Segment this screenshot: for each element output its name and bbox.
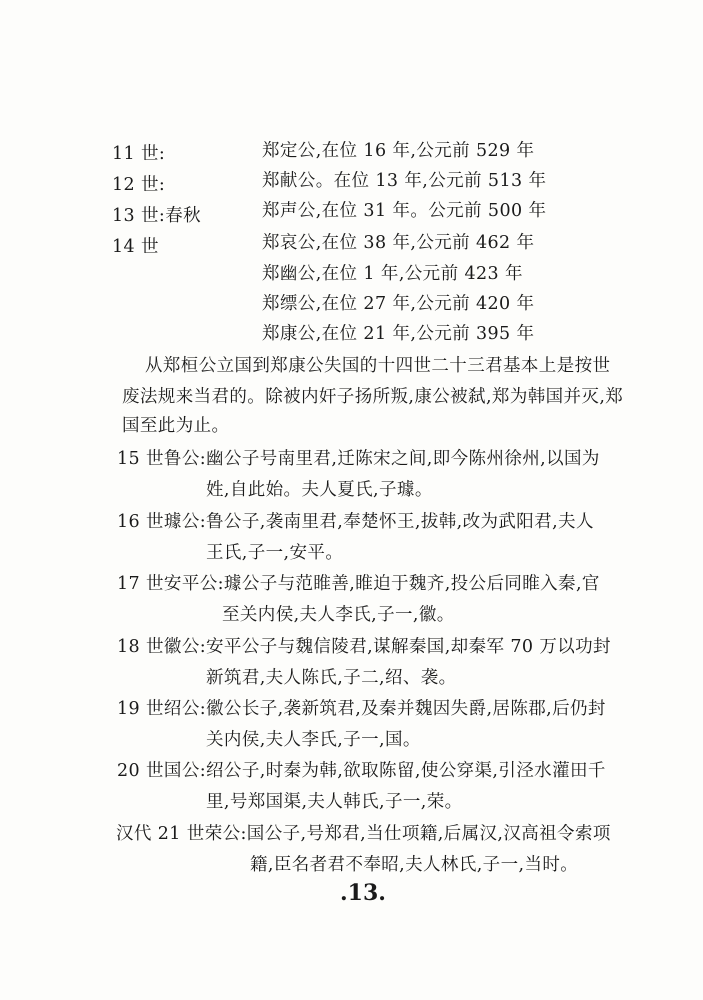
- paragraph-line: 国至此为止。: [122, 416, 230, 436]
- paragraph-line: 从郑桓公立国到郑康公失国的十四世二十三君基本上是按世: [145, 356, 611, 376]
- generation-text: 郑哀公,在位 38 年,公元前 462 年: [262, 233, 535, 253]
- generation-text: 郑声公,在位 31 年。公元前 500 年: [262, 201, 547, 221]
- generation-label: 14 世: [112, 237, 159, 257]
- entry-first-line: 18 世徽公:安平公子与魏信陵君,谋解秦国,却秦军 70 万以功封: [117, 637, 611, 657]
- paragraph-line: 废法规来当君的。除被内奸子扬所叛,康公被弑,郑为韩国并灭,郑: [122, 387, 624, 407]
- entry-first-line: 15 世鲁公:幽公子号南里君,迁陈宋之间,即今陈州徐州,以国为: [117, 449, 600, 469]
- generation-text: 郑献公。在位 13 年,公元前 513 年: [262, 171, 547, 191]
- entry-second-line: 关内侯,夫人李氏,子一,国。: [206, 730, 421, 750]
- entry-second-line: 新筑君,夫人陈氏,子二,绍、袭。: [206, 668, 457, 688]
- page-number: .13.: [340, 880, 386, 906]
- entry-second-line: 里,号郑国渠,夫人韩氏,子一,荣。: [206, 792, 463, 812]
- generation-label: 11 世:: [112, 144, 166, 164]
- generation-label: 13 世:春秋: [112, 206, 202, 226]
- entry-first-line: 16 世璩公:鲁公子,袭南里君,奉楚怀王,拔韩,改为武阳君,夫人: [117, 512, 594, 532]
- entry-first-line: 20 世国公:绍公子,时秦为韩,欲取陈留,使公穿渠,引泾水灌田千: [117, 761, 606, 781]
- generation-text: 郑缥公,在位 27 年,公元前 420 年: [262, 294, 535, 314]
- generation-label: 12 世:: [112, 175, 166, 195]
- entry-second-line: 籍,臣名者君不奉昭,夫人林氏,子一,当时。: [250, 855, 579, 875]
- entry-second-line: 姓,自此始。夫人夏氏,子璩。: [206, 480, 433, 500]
- entry-second-line: 王氏,子一,安平。: [206, 543, 344, 563]
- generation-text: 郑康公,在位 21 年,公元前 395 年: [262, 324, 535, 344]
- entry-second-line: 至关内侯,夫人李氏,子一,徽。: [222, 605, 455, 625]
- generation-text: 郑定公,在位 16 年,公元前 529 年: [262, 141, 535, 161]
- entry-first-line: 17 世安平公:璩公子与范睢善,睢迫于魏齐,投公后同睢入秦,官: [117, 574, 600, 594]
- entry-first-line: 19 世绍公:徽公长子,袭新筑君,及秦并魏因失爵,居陈郡,后仍封: [117, 699, 606, 719]
- generation-text: 郑幽公,在位 1 年,公元前 423 年: [262, 264, 523, 284]
- entry-first-line: 汉代 21 世荣公:国公子,号郑君,当仕项籍,后属汉,汉高祖令索项: [116, 824, 611, 844]
